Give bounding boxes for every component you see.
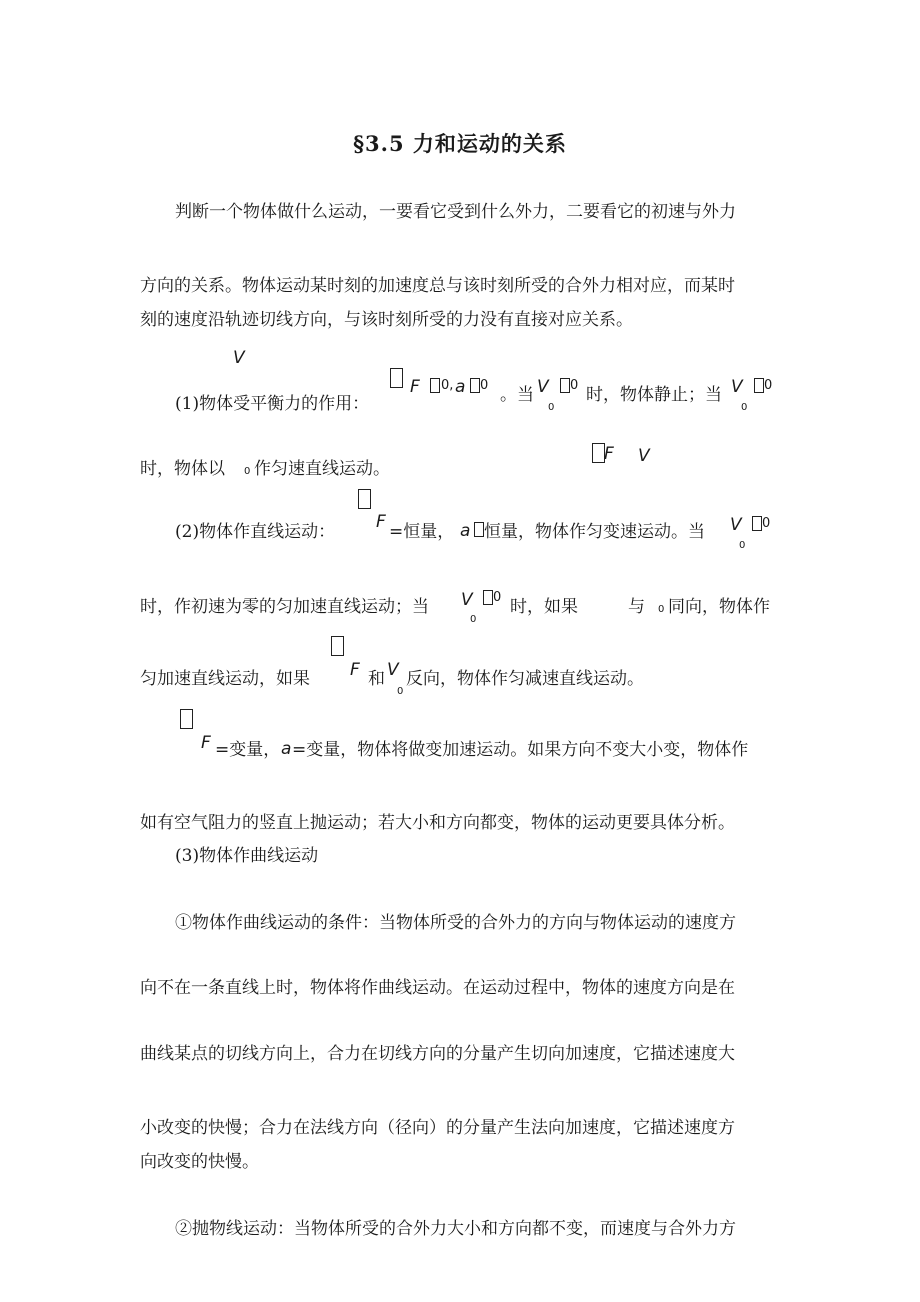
page-title: §3.5 力和运动的关系 (353, 131, 567, 156)
item3-p2-line-1: ②抛物线运动：当物体所受的合外力大小和方向都不变，而速度与合外力方 (175, 1219, 736, 1239)
velocity-symbol: V (461, 590, 473, 610)
force-symbol: F (410, 377, 420, 397)
missing-glyph-box (560, 378, 570, 393)
item2-const-1: =恒量， (389, 522, 455, 542)
missing-glyph-box (470, 378, 480, 393)
item3-p1-line-5: 向改变的快慢。 (140, 1152, 259, 1172)
subscript-zero: 0 (470, 614, 477, 625)
missing-glyph-box (430, 378, 440, 393)
velocity-symbol: V (387, 660, 399, 680)
zero-value: 0 (570, 378, 579, 393)
var-text-b: =变量，物体将做变加速运动。如果方向不变大小变，物体作 (292, 740, 749, 760)
sigma-placeholder-box (331, 636, 344, 656)
item3-label: (3)物体作曲线运动 (175, 846, 319, 866)
item2-line2-d: 同向，物体作 (668, 597, 770, 617)
item3-p1-line-2: 向不在一条直线上时，物体将作曲线运动。在运动过程中，物体的速度方向是在 (140, 978, 735, 998)
acceleration-symbol: a (460, 521, 471, 541)
item3-p1-line-1: ①物体作曲线运动的条件：当物体所受的合外力的方向与物体运动的速度方 (175, 913, 736, 933)
force-symbol: F (376, 512, 386, 532)
subscript-zero: 0 (244, 466, 251, 477)
velocity-symbol: V (731, 377, 743, 397)
sigma-placeholder-box (390, 368, 403, 388)
zero-value: 0 (764, 378, 773, 393)
var-line-2: 如有空气阻力的竖直上抛运动；若大小和方向都变，物体的运动更要具体分析。 (140, 813, 735, 833)
item1-line2-b: 作匀速直线运动。 (254, 459, 390, 479)
item2-line3-a: 匀加速直线运动，如果 (140, 669, 310, 689)
sigma-placeholder-box (358, 489, 371, 509)
intro-line-3: 刻的速度沿轨迹切线方向，与该时刻所受的力没有直接对应关系。 (140, 310, 633, 330)
missing-glyph-box (752, 516, 762, 531)
velocity-symbol: V (537, 377, 549, 397)
missing-glyph-box (483, 590, 493, 605)
velocity-symbol-float: V (638, 446, 650, 466)
subscript-zero: 0 (741, 402, 748, 413)
force-symbol: F (201, 733, 211, 753)
text-dang: 。当 (500, 385, 534, 405)
item3-p1-line-4: 小改变的快慢；合力在法线方向（径向）的分量产生法向加速度，它描述速度方 (140, 1118, 735, 1138)
velocity-symbol: V (730, 515, 742, 535)
intro-line-2: 方向的关系。物体运动某时刻的加速度总与该时刻所受的合外力相对应，而某时 (140, 276, 735, 296)
var-text-a: =变量， (215, 740, 281, 760)
missing-glyph-box (754, 378, 764, 393)
item3-p1-line-3: 曲线某点的切线方向上，合力在切线方向的分量产生切向加速度，它描述速度大 (140, 1044, 735, 1064)
velocity-symbol-overhead: V (233, 348, 245, 368)
acceleration-symbol: a (455, 377, 466, 397)
subscript-zero: 0 (658, 604, 665, 615)
subscript-zero: 0 (548, 402, 555, 413)
item2-line2-b: 时，如果 (510, 597, 578, 617)
item2-label: (2)物体作直线运动： (175, 522, 336, 542)
item2-const-2: 恒量，物体作匀变速运动。当 (484, 522, 705, 542)
text-static: 时，物体静止；当 (586, 385, 722, 405)
zero-value: 0 (493, 590, 502, 605)
item1-line2-a: 时，物体以 (140, 459, 225, 479)
item2-line3-c: 反向，物体作匀减速直线运动。 (406, 669, 644, 689)
subscript-zero: 0 (397, 686, 404, 697)
zero-value: 0 (762, 516, 771, 531)
zero-value: 0, (441, 378, 454, 393)
item2-line3-b: 和 (368, 669, 385, 689)
missing-glyph-box (474, 522, 484, 537)
acceleration-symbol: a (281, 739, 292, 759)
force-symbol: F (350, 660, 360, 680)
intro-line-1: 判断一个物体做什么运动，一要看它受到什么外力，二要看它的初速与外力 (175, 202, 736, 222)
sigma-placeholder-box (180, 709, 193, 729)
item2-line2-a: 时，作初速为零的匀加速直线运动；当 (140, 597, 429, 617)
zero-value: 0 (480, 378, 489, 393)
item1-label: (1)物体受平衡力的作用： (175, 394, 370, 414)
subscript-zero: 0 (739, 540, 746, 551)
item2-line2-c: 与 (628, 597, 645, 617)
force-symbol-float: F (604, 444, 614, 464)
